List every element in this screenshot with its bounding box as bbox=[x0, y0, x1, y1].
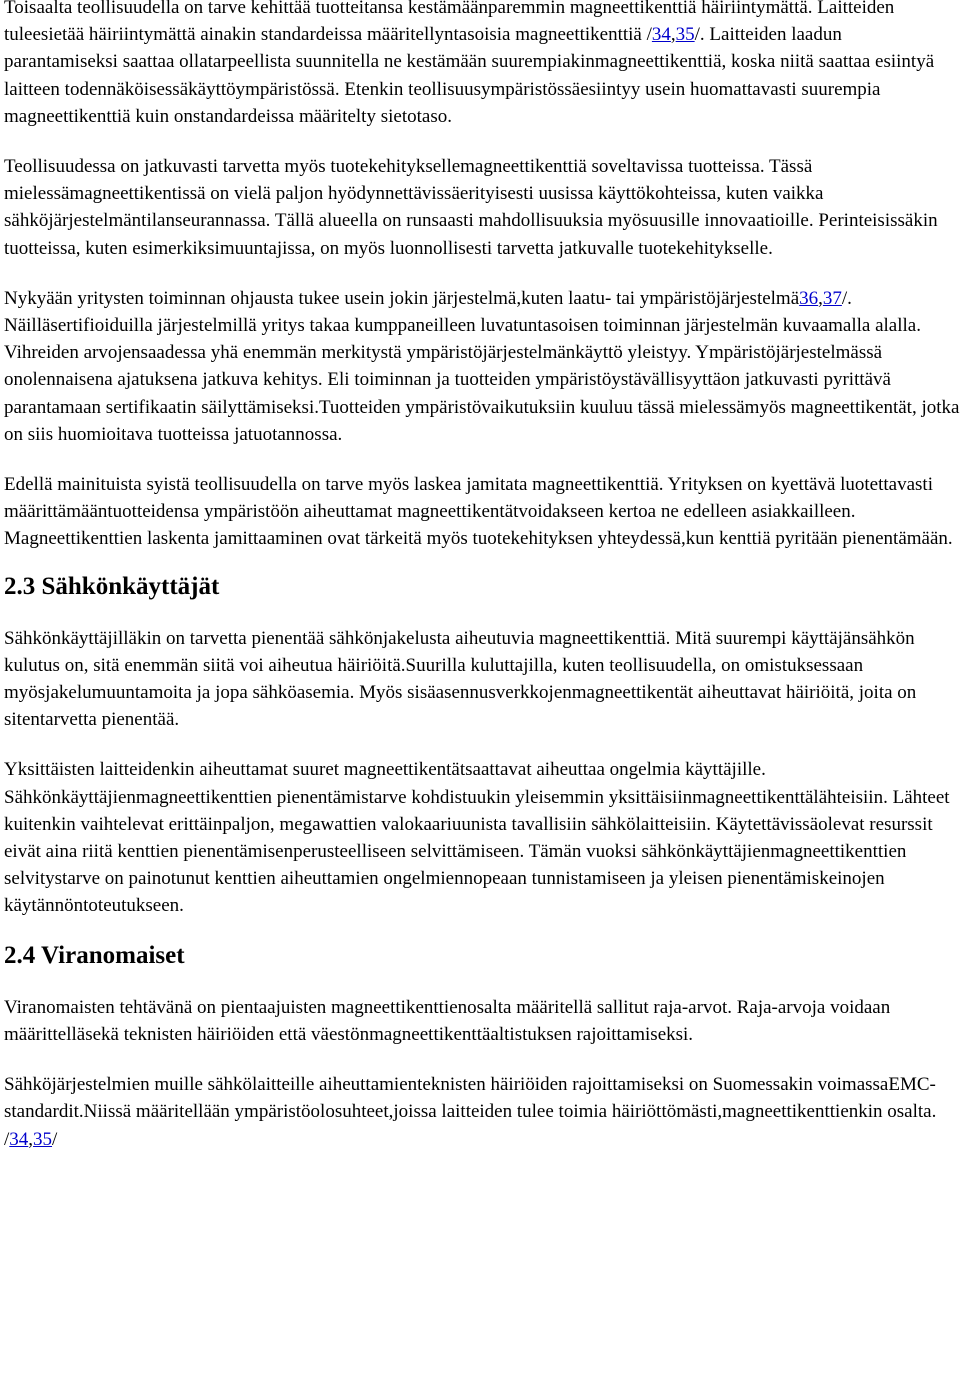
reference-separator: , bbox=[28, 1128, 34, 1150]
paragraph-text: Sähköjärjestelmien muille sähkölaitteille aiheuttamienteknisten häiriöiden rajoittamiseksi on Suomessakin voimassaEMC-standardit.Niissä määritellään ympäristöolosuhteet,joissa laitteiden tulee toimia häiriöttömästi,magneettikenttienkin osalta. / bbox=[4, 1074, 937, 1150]
paragraph-text: / bbox=[52, 1128, 58, 1150]
section-heading-electricity-users: 2.3 Sähkönkäyttäjät bbox=[4, 572, 220, 600]
paragraph-industry-product-development bbox=[4, 0, 960, 130]
paragraph-calculation-measurement: Edellä mainituista syistä teollisuudella on tarve myös laskea jamitata magneettikenttiä. Yrityksen on kyettävä luotettavasti määrittämääntuotteidensa ympäristöön aiheuttamat magneettikentätvoidakseen kertoa ne edelleen asiakkailleen. Magneettikenttien laskenta jamittaaminen ovat tärkeitä myös tuotekehityksen yhteydessä,kun kenttiä pyritään pienentämään. bbox=[4, 474, 953, 550]
reference-link-34[interactable]: 34 bbox=[651, 24, 671, 46]
reference-link-37[interactable]: 37 bbox=[822, 287, 842, 309]
reference-link-35[interactable]: 35 bbox=[675, 24, 695, 46]
paragraph-text: Nykyään yritysten toiminnan ohjausta tukee usein jokin järjestelmä,kuten laatu- tai ympäristöjärjestelmä bbox=[4, 287, 800, 309]
paragraph-text: /. Laitteiden laadun parantamiseksi saattaa ollatarpeellista suunnitella ne kestämään suurempiakinmagneettikenttiä, koska niitä saattaa esiintyä laitteen todennäköisessäkäyttöympäristössä. Etenkin teollisuusympäristössäesiintyy usein huomattavasti suurempia magneettikenttiä kuin onstandardeissa määritelty sietotaso. bbox=[4, 24, 935, 127]
paragraph-industry-innovation: Teollisuudessa on jatkuvasti tarvetta myös tuotekehityksellemagneettikenttiä soveltavissa tuotteissa. Tässä mielessämagneettikentissä on vielä paljon hyödynnettävissäerityisesti uusissa käyttökohteissa, kuten vaikka sähköjärjestelmäntilanseurannassa. Tällä alueella on runsaasti mahdollisuuksia myösuusille innovaatioille. Perinteisissäkin tuotteissa, kuten esimerkiksimuuntajissa, on myös luonnollisesti tarvetta jatkuvalle tuotekehitykselle. bbox=[4, 156, 938, 259]
reference-link-35[interactable]: 35 bbox=[33, 1128, 53, 1150]
reference-separator: , bbox=[670, 24, 676, 46]
paragraph-text: /. Näilläsertifioiduilla järjestelmillä yritys takaa kumppaneilleen luvatuntasoisen toiminnan järjestelmän kuvaamalla alalla. Vihreiden arvojensaadessa yhä enemmän merkitystä ympäristöjärjestelmänkäyttö yleistyy. Ympäristöjärjestelmässä onolennaisena ajatuksena jatkuva kehitys. Eli toiminnan ja tuotteiden ympäristöystävällisyyttäon jatkuvasti pyrittävä parantamaan sertifikaatin säilyttämiseksi.Tuotteiden ympäristövaikutuksiin kuuluu tässä mielessämyös magneettikentät, jotka on siis huomioitava tuotteissa jatuotannossa. bbox=[4, 287, 960, 445]
paragraph-management-systems bbox=[4, 285, 960, 448]
paragraph-electricity-users-devices: Yksittäisten laitteidenkin aiheuttamat suuret magneettikentätsaattavat aiheuttaa ongelmia käyttäjille. Sähkönkäyttäjienmagneettikenttien pienentämistarve kohdistuukin yleisemmin yksittäisiinmagneettikenttälähteisiin. Lähteet kuitenkin vaihtelevat erittäinpaljon, megawattien valokaariuunista tavallisiin sähkölaitteisiin. Käytettävissäolevat resurssit eivät aina riitä kenttien pienentämisenperusteelliseen selvittämiseen. Tämän vuoksi sähkönkäyttäjienmagneettikenttien selvitystarve on painotunut kenttien aiheuttamien ongelmiennopeaan tunnistamiseen ja yleisen pienentämiskeinojen käytännöntoteutukseen. bbox=[4, 759, 950, 917]
paragraph-authorities-limits: Viranomaisten tehtävänä on pientaajuisten magneettikenttienosalta määritellä sallitut raja-arvot. Raja-arvoja voidaan määrittelläsekä teknisten häiriöiden että väestönmagneettikenttäaltistuksen rajoittamiseksi. bbox=[4, 996, 891, 1045]
section-heading-authorities: 2.4 Viranomaiset bbox=[4, 941, 185, 969]
paragraph-electricity-users-distribution: Sähkönkäyttäjilläkin on tarvetta pienentää sähkönjakelusta aiheutuvia magneettikenttiä. Mitä suurempi käyttäjänsähkön kulutus on, sitä enemmän siitä voi aiheutua häiriöitä.Suurilla kuluttajilla, kuten teollisuudella, on omistuksessaan myösjakelumuuntamoita ja jopa sähköasemia. Myös sisäasennusverkkojenmagneettikentät aiheuttavat häiriöitä, joita on sitentarvetta pienentää. bbox=[4, 627, 917, 731]
reference-separator: , bbox=[818, 287, 823, 309]
reference-link-34[interactable]: 34 bbox=[9, 1128, 29, 1150]
paragraph-authorities-emc bbox=[4, 1071, 960, 1153]
paragraph-text: Toisaalta teollisuudella on tarve kehittää tuotteitansa kestämäänparemmin magneettikenttiä häiriintymättä. Laitteiden tuleesietää häiriintymättä ainakin standardeissa määritellyntasoisia magneettikenttiä / bbox=[4, 0, 895, 46]
reference-link-36[interactable]: 36 bbox=[799, 287, 819, 309]
